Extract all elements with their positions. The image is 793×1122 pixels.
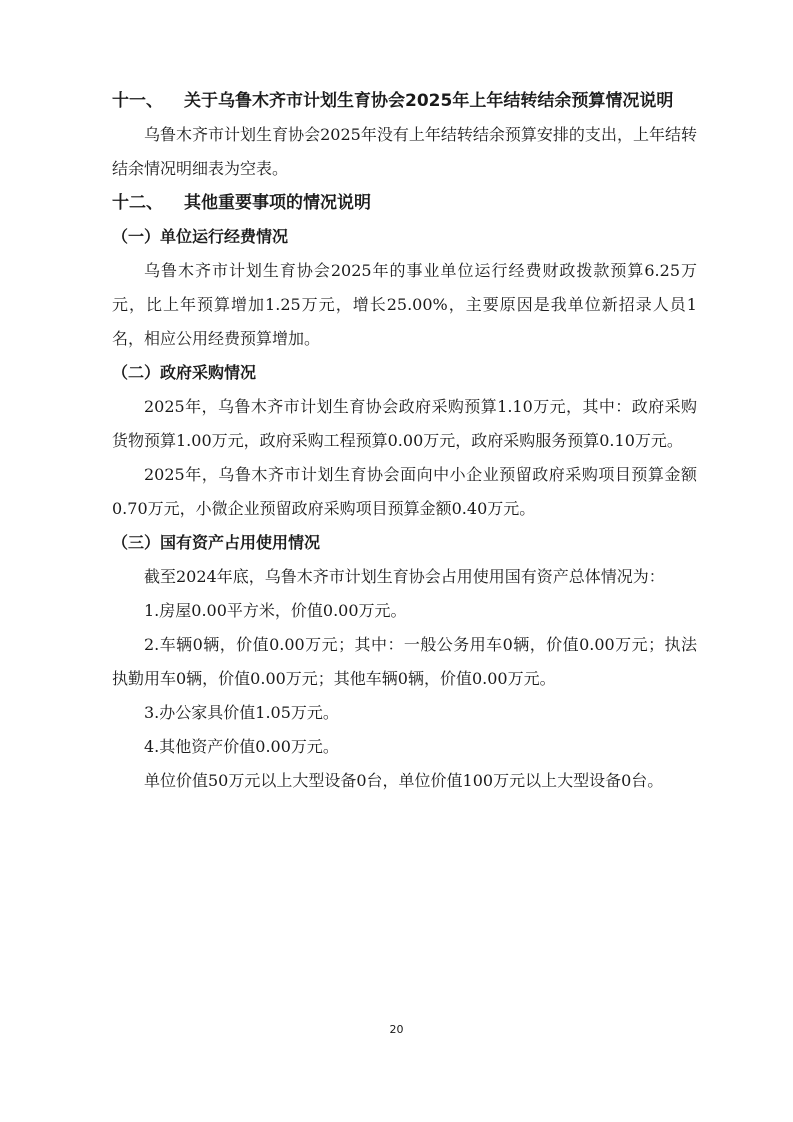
- section-11-title: 关于乌鲁木齐市计划生育协会2025年上年结转结余预算情况说明: [184, 91, 674, 111]
- asset-item-3: 3.办公家具价值1.05万元。: [144, 703, 339, 722]
- asset-item-1: 1.房屋0.00平方米，价值0.00万元。: [144, 601, 407, 620]
- subsection-2-title: （二）政府采购情况: [112, 363, 257, 382]
- section-11-number: 十一、: [112, 91, 163, 111]
- subsection-1-paragraph: 乌鲁木齐市计划生育协会2025年的事业单位运行经费财政拨款预算6.25万元，比上年预算增加1.25万元，增长25.00%，主要原因是我单位新招录人员1名，相应公用经费预算增加。: [112, 261, 697, 348]
- subsection-2-paragraph-2: 2025年，乌鲁木齐市计划生育协会面向中小企业预留政府采购项目预算金额0.70万元，小微企业预留政府采购项目预算金额0.40万元。: [112, 465, 697, 518]
- subsection-3-paragraph-1: 截至2024年底，乌鲁木齐市计划生育协会占用使用国有资产总体情况为：: [144, 567, 665, 586]
- section-11-paragraph: 乌鲁木齐市计划生育协会2025年没有上年结转结余预算安排的支出，上年结转结余情况明细表为空表。: [112, 125, 697, 178]
- asset-item-4: 4.其他资产价值0.00万元。: [144, 737, 339, 756]
- subsection-3-title: （三）国有资产占用使用情况: [112, 533, 321, 552]
- section-12-number: 十二、: [112, 193, 163, 213]
- section-12-title: 其他重要事项的情况说明: [184, 193, 371, 213]
- page-content: [112, 84, 697, 798]
- page-number: 20: [389, 1023, 404, 1036]
- asset-item-2: 2.车辆0辆，价值0.00万元；其中：一般公务用车0辆，价值0.00万元；执法执勤用车0辆，价值0.00万元；其他车辆0辆，价值0.00万元。: [112, 635, 697, 688]
- subsection-3-paragraph-2: 单位价值50万元以上大型设备0台，单位价值100万元以上大型设备0台。: [144, 771, 664, 790]
- subsection-2-paragraph-1: 2025年，乌鲁木齐市计划生育协会政府采购预算1.10万元，其中：政府采购货物预算1.00万元，政府采购工程预算0.00万元，政府采购服务预算0.10万元。: [112, 397, 697, 450]
- section-12-heading: [112, 186, 697, 220]
- section-11-heading: [112, 84, 697, 118]
- subsection-1-title: （一）单位运行经费情况: [112, 227, 289, 246]
